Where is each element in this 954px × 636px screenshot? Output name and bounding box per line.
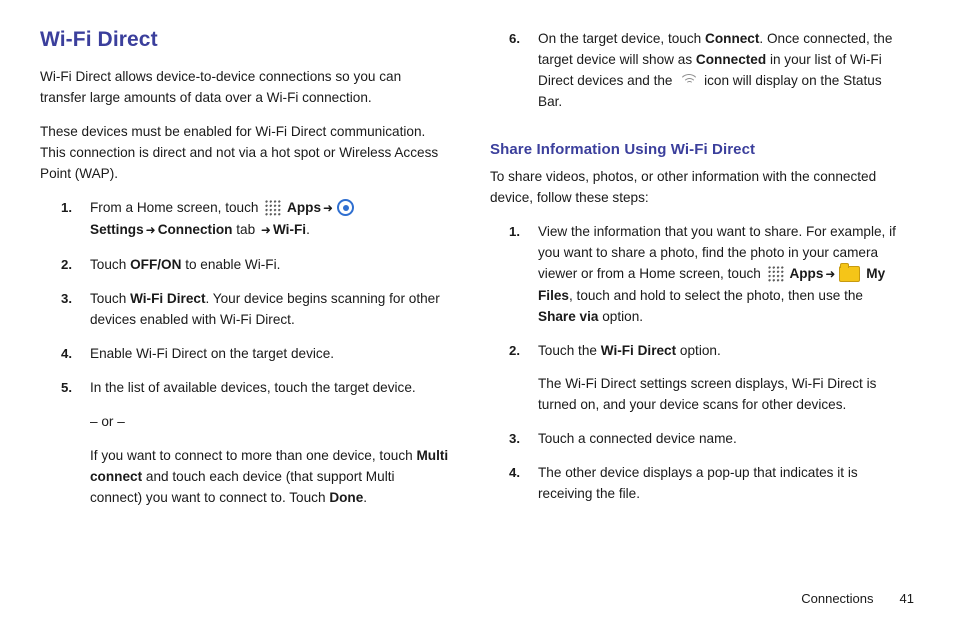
arrow-separator-icon: ➜ [825,267,836,281]
emphasis-text: My Files [538,266,886,303]
step-text: Touch Wi-Fi Direct. Your device begins scanning for other devices enabled with Wi-Fi Direct. [90,291,440,327]
step-text: Touch OFF/ON to enable Wi-Fi. [90,257,281,272]
step-number: 4. [509,465,520,480]
or-divider: – or – [90,414,125,429]
footer-page-number: 41 [899,591,914,606]
right-column [490,0,900,517]
emphasis-text: Done [329,490,364,505]
numbered-step [40,254,450,275]
step-number: 3. [61,291,72,306]
emphasis-text: Multi connect [90,448,449,484]
step-number: 1. [61,200,72,215]
step-text: Touch a connected device name. [538,431,737,446]
step-number: 3. [509,431,520,446]
emphasis-text: Apps [789,266,824,281]
emphasis-text: Connection [157,222,233,237]
intro-paragraph-2: These devices must be enabled for Wi-Fi Direct communication. This connection is direct and not via a hot spot or Wireless Access Point (WAP). [40,124,439,181]
intro-paragraph-1: Wi-Fi Direct allows device-to-device connections so you can transfer large amounts of data over a Wi-Fi connection. [40,69,402,105]
step-text: In the list of available devices, touch the target device. [90,380,416,395]
share-intro-paragraph: To share videos, photos, or other information with the connected device, follow these steps: [490,169,877,205]
step-number: 4. [61,346,72,361]
left-column [40,0,450,521]
my-files-folder-icon [839,266,860,282]
step-number: 2. [509,343,520,358]
page-title: Wi-Fi Direct [40,28,158,51]
numbered-step [490,28,900,112]
emphasis-text: OFF/ON [130,257,182,272]
emphasis-text: Wi-Fi Direct [600,343,677,358]
step-text: View the information that you want to share. For example, if you want to share a photo, find the photo in your camera viewer or from a Home screen, touch Apps ➜ My Files, touch and hold to select the photo, then use the Share via option. [538,224,896,324]
step-text: Touch the Wi-Fi Direct option. [538,343,721,358]
numbered-step [490,462,900,504]
emphasis-text: Connected [695,52,767,67]
apps-grid-icon [264,199,281,216]
step-text: From a Home screen, touch Apps ➜ Settings ➜ Connection tab ➜ Wi-Fi. [90,200,356,237]
page-footer [801,591,914,606]
arrow-separator-icon: ➜ [260,223,271,237]
emphasis-text: Connect [705,31,760,46]
step-6-list [490,28,900,112]
settings-gear-icon [337,199,354,216]
step-number: 5. [61,380,72,395]
footer-chapter: Connections [801,591,874,606]
step-number: 1. [509,224,520,239]
emphasis-text: Settings [90,222,144,237]
numbered-step [40,377,450,398]
section-subheading: Share Information Using Wi-Fi Direct [490,141,756,158]
step-number: 6. [509,31,520,46]
emphasis-text: Apps [287,200,322,215]
step-text: The other device displays a pop-up that indicates it is receiving the file. [538,465,858,501]
emphasis-text: Share via [538,309,599,324]
arrow-separator-icon: ➜ [323,201,334,215]
left-steps-list [40,197,450,398]
numbered-step [490,221,900,327]
numbered-step [40,288,450,330]
step-note: The Wi-Fi Direct settings screen displays, Wi-Fi Direct is turned on, and your device scans for other devices. [538,376,877,412]
numbered-step [40,197,450,241]
step-text: Enable Wi-Fi Direct on the target device. [90,346,335,361]
alternative-block [40,411,450,508]
numbered-step [490,340,900,415]
step-number: 2. [61,257,72,272]
numbered-step [40,343,450,364]
numbered-step [490,428,900,449]
emphasis-text: Wi-Fi Direct [130,291,206,306]
arrow-separator-icon: ➜ [145,223,156,237]
step-text: On the target device, touch Connect. Once connected, the target device will show as Connected in your list of Wi-Fi Direct devices and the icon will display on the Status Bar. [538,31,893,109]
right-steps-list [490,221,900,504]
multi-connect-paragraph: If you want to connect to more than one device, touch Multi connect and touch each device (that support Multi connect) you want to connect to. Touch Done. [90,448,449,505]
emphasis-text: Wi-Fi [272,222,307,237]
apps-grid-icon [767,265,784,282]
wifi-direct-status-icon [678,73,698,88]
